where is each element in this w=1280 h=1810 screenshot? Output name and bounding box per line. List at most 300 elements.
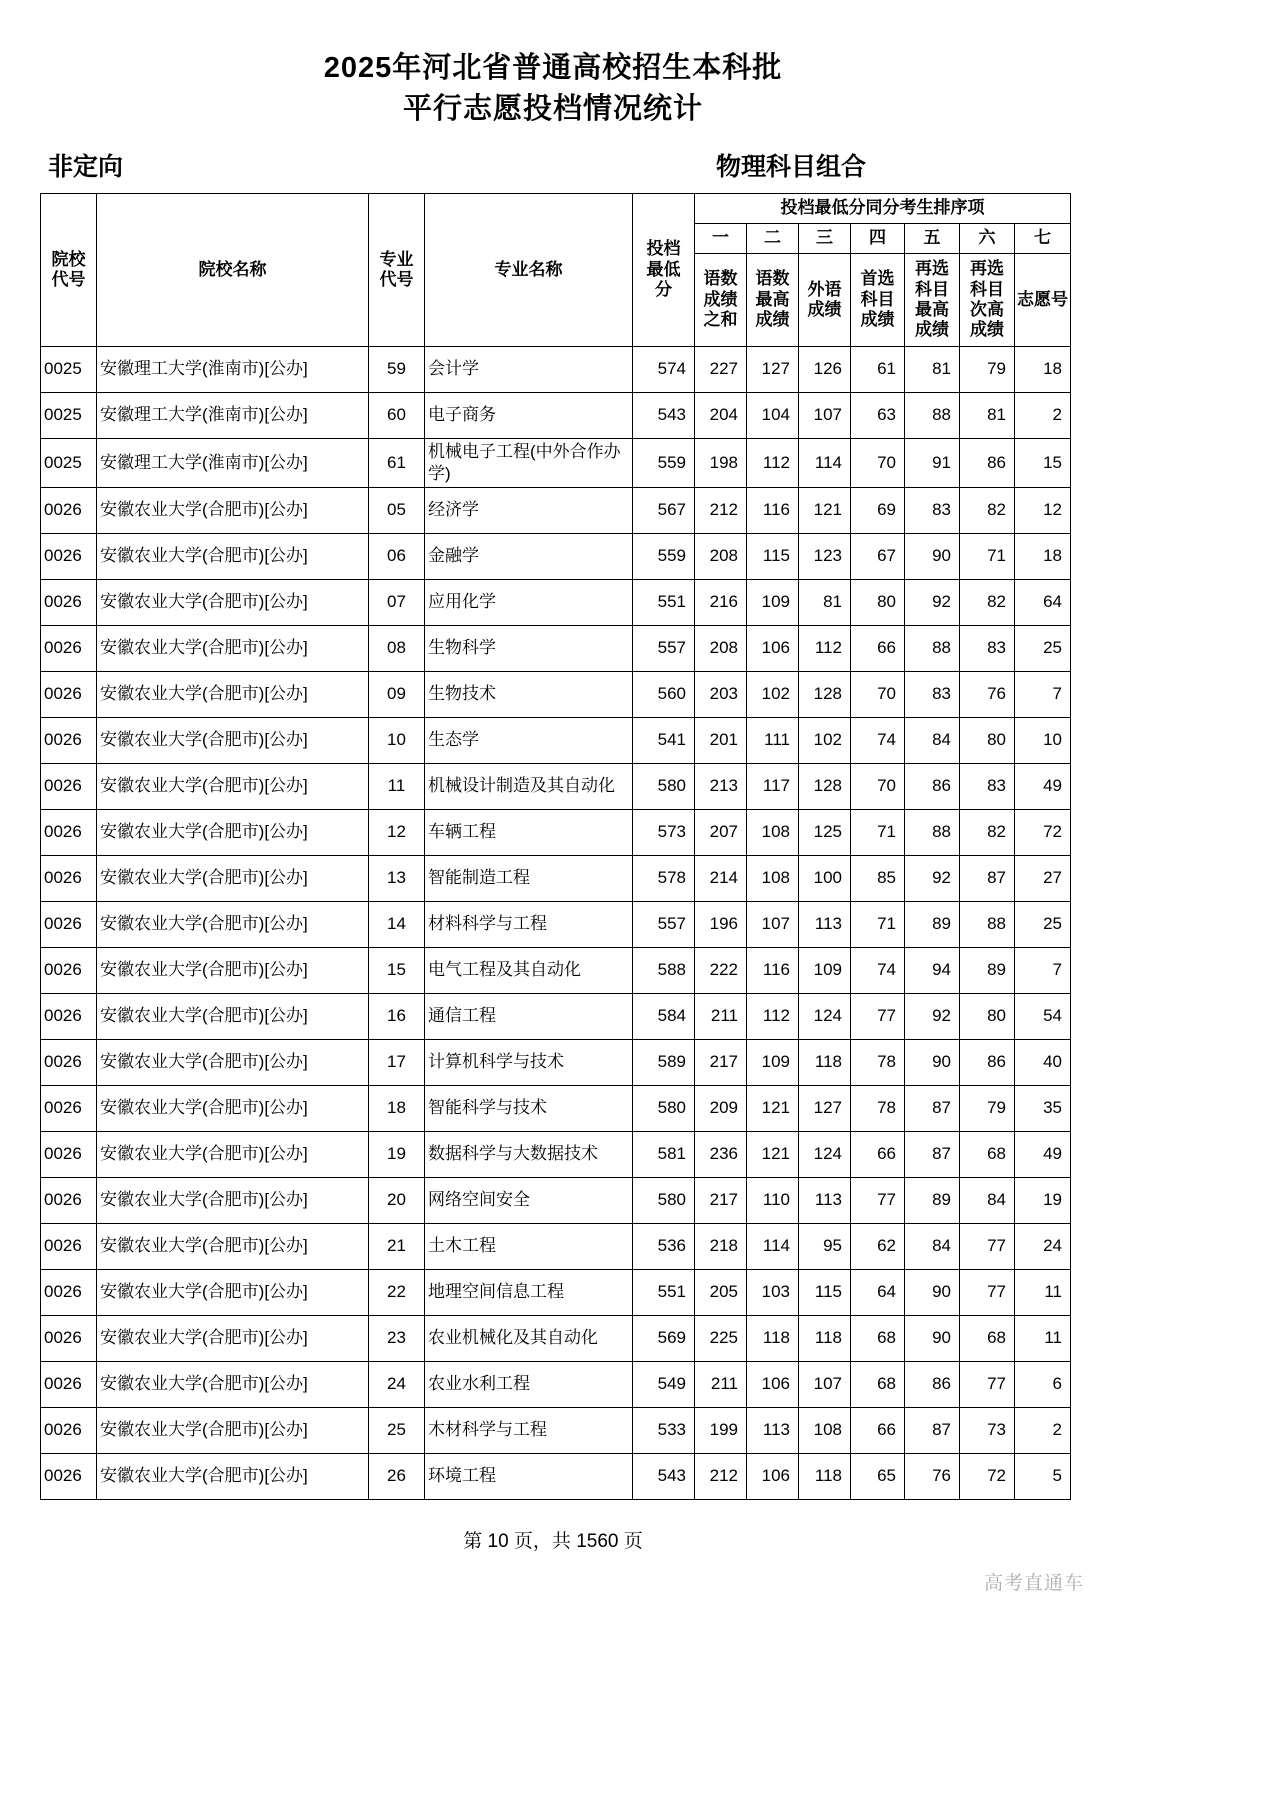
college-name-cell: 安徽理工大学(淮南市)[公办]	[97, 392, 369, 438]
reselect-next-cell: 86	[960, 1039, 1015, 1085]
college-code-cell: 0026	[41, 533, 97, 579]
major-code-cell: 07	[369, 579, 425, 625]
table-row	[41, 346, 1071, 392]
foreign-language-cell: 107	[799, 392, 851, 438]
foreign-language-cell: 123	[799, 533, 851, 579]
major-name-cell: 会计学	[425, 346, 633, 392]
labels-row	[48, 147, 1066, 183]
volunteer-number-cell: 11	[1015, 1269, 1071, 1315]
min-score-cell: 588	[633, 947, 695, 993]
min-score-cell: 551	[633, 579, 695, 625]
major-code-cell: 21	[369, 1223, 425, 1269]
major-code-cell: 59	[369, 346, 425, 392]
college-name-cell: 安徽农业大学(合肥市)[公办]	[97, 1223, 369, 1269]
foreign-language-cell: 126	[799, 346, 851, 392]
major-name-cell: 机械电子工程(中外合作办学)	[425, 438, 633, 487]
max-chinese-math-cell: 113	[747, 1407, 799, 1453]
reselect-max-cell: 90	[905, 1039, 960, 1085]
reselect-max-header: 再选科目最高成绩	[905, 254, 960, 347]
page-title	[40, 48, 1066, 129]
ordinal-5-header: 五	[905, 224, 960, 254]
first-subject-cell: 61	[851, 346, 905, 392]
major-code-cell: 08	[369, 625, 425, 671]
major-code-cell: 60	[369, 392, 425, 438]
reselect-max-cell: 88	[905, 809, 960, 855]
reselect-max-cell: 94	[905, 947, 960, 993]
foreign-language-cell: 81	[799, 579, 851, 625]
volunteer-number-cell: 49	[1015, 1131, 1071, 1177]
subject-group-label: 物理科目组合	[715, 153, 866, 182]
reselect-next-cell: 82	[960, 487, 1015, 533]
table-row	[41, 438, 1071, 487]
volunteer-number-cell: 12	[1015, 487, 1071, 533]
foreign-language-cell: 109	[799, 947, 851, 993]
major-name-cell: 通信工程	[425, 993, 633, 1039]
college-name-cell: 安徽农业大学(合肥市)[公办]	[97, 1039, 369, 1085]
reselect-max-cell: 90	[905, 1269, 960, 1315]
college-code-cell: 0025	[41, 392, 97, 438]
min-score-cell: 551	[633, 1269, 695, 1315]
foreign-language-cell: 113	[799, 1177, 851, 1223]
major-name-header: 专业名称	[425, 194, 633, 347]
major-code-cell: 13	[369, 855, 425, 901]
table-row	[41, 579, 1071, 625]
sum-chinese-math-cell: 208	[695, 625, 747, 671]
reselect-max-cell: 87	[905, 1131, 960, 1177]
major-name-cell: 应用化学	[425, 579, 633, 625]
major-name-cell: 电气工程及其自动化	[425, 947, 633, 993]
college-name-cell: 安徽农业大学(合肥市)[公办]	[97, 579, 369, 625]
first-subject-cell: 66	[851, 625, 905, 671]
college-code-cell: 0026	[41, 671, 97, 717]
sum-chinese-math-cell: 208	[695, 533, 747, 579]
first-subject-cell: 68	[851, 1315, 905, 1361]
title-line-1: 2025年河北省普通高校招生本科批	[323, 52, 783, 84]
first-subject-cell: 71	[851, 901, 905, 947]
college-code-cell: 0026	[41, 487, 97, 533]
reselect-next-cell: 77	[960, 1361, 1015, 1407]
major-code-cell: 25	[369, 1407, 425, 1453]
reselect-next-cell: 73	[960, 1407, 1015, 1453]
volunteer-number-cell: 40	[1015, 1039, 1071, 1085]
reselect-next-cell: 72	[960, 1453, 1015, 1499]
reselect-max-cell: 83	[905, 671, 960, 717]
major-code-header: 专业代号	[369, 194, 425, 347]
foreign-language-cell: 125	[799, 809, 851, 855]
major-code-cell: 19	[369, 1131, 425, 1177]
college-name-cell: 安徽农业大学(合肥市)[公办]	[97, 1315, 369, 1361]
college-name-cell: 安徽农业大学(合肥市)[公办]	[97, 487, 369, 533]
sum-chinese-math-cell: 227	[695, 346, 747, 392]
ordinal-7-header: 七	[1015, 224, 1071, 254]
sum-chinese-math-cell: 199	[695, 1407, 747, 1453]
reselect-next-cell: 87	[960, 855, 1015, 901]
table-row	[41, 533, 1071, 579]
college-name-cell: 安徽农业大学(合肥市)[公办]	[97, 1131, 369, 1177]
foreign-language-cell: 108	[799, 1407, 851, 1453]
volunteer-number-cell: 6	[1015, 1361, 1071, 1407]
max-chinese-math-cell: 108	[747, 855, 799, 901]
major-code-cell: 23	[369, 1315, 425, 1361]
college-name-header: 院校名称	[97, 194, 369, 347]
table-row	[41, 1039, 1071, 1085]
college-code-cell: 0026	[41, 809, 97, 855]
min-score-cell: 580	[633, 763, 695, 809]
college-name-cell: 安徽农业大学(合肥市)[公办]	[97, 533, 369, 579]
reselect-max-cell: 91	[905, 438, 960, 487]
first-subject-cell: 66	[851, 1407, 905, 1453]
volunteer-number-cell: 19	[1015, 1177, 1071, 1223]
reselect-next-cell: 79	[960, 1085, 1015, 1131]
college-name-cell: 安徽农业大学(合肥市)[公办]	[97, 809, 369, 855]
first-subject-cell: 68	[851, 1361, 905, 1407]
reselect-max-cell: 87	[905, 1407, 960, 1453]
first-subject-cell: 69	[851, 487, 905, 533]
plan-type-label: 非定向	[48, 153, 124, 182]
foreign-language-header: 外语成绩	[799, 254, 851, 347]
reselect-next-cell: 71	[960, 533, 1015, 579]
college-name-cell: 安徽农业大学(合肥市)[公办]	[97, 671, 369, 717]
volunteer-number-header: 志愿号	[1015, 254, 1071, 347]
college-code-cell: 0026	[41, 1177, 97, 1223]
max-chinese-math-cell: 118	[747, 1315, 799, 1361]
foreign-language-cell: 124	[799, 1131, 851, 1177]
table-row	[41, 1085, 1071, 1131]
ordinal-6-header: 六	[960, 224, 1015, 254]
reselect-max-cell: 83	[905, 487, 960, 533]
reselect-next-cell: 79	[960, 346, 1015, 392]
foreign-language-cell: 118	[799, 1315, 851, 1361]
table-row	[41, 1131, 1071, 1177]
major-code-cell: 24	[369, 1361, 425, 1407]
min-score-cell: 574	[633, 346, 695, 392]
reselect-max-cell: 84	[905, 717, 960, 763]
major-name-cell: 智能制造工程	[425, 855, 633, 901]
reselect-max-cell: 86	[905, 763, 960, 809]
table-row	[41, 901, 1071, 947]
min-score-cell: 536	[633, 1223, 695, 1269]
foreign-language-cell: 112	[799, 625, 851, 671]
min-score-cell: 543	[633, 392, 695, 438]
foreign-language-cell: 100	[799, 855, 851, 901]
volunteer-number-cell: 54	[1015, 993, 1071, 1039]
table-row	[41, 717, 1071, 763]
table-row	[41, 993, 1071, 1039]
max-chinese-math-header: 语数最高成绩	[747, 254, 799, 347]
reselect-next-cell: 77	[960, 1223, 1015, 1269]
college-code-cell: 0026	[41, 763, 97, 809]
major-name-cell: 环境工程	[425, 1453, 633, 1499]
first-subject-cell: 74	[851, 717, 905, 763]
table-row	[41, 1361, 1071, 1407]
table-row	[41, 1315, 1071, 1361]
foreign-language-cell: 113	[799, 901, 851, 947]
major-name-cell: 材料科学与工程	[425, 901, 633, 947]
foreign-language-cell: 115	[799, 1269, 851, 1315]
table-header	[41, 194, 1071, 347]
college-name-cell: 安徽农业大学(合肥市)[公办]	[97, 1177, 369, 1223]
min-score-cell: 557	[633, 901, 695, 947]
college-code-cell: 0026	[41, 1039, 97, 1085]
college-name-cell: 安徽理工大学(淮南市)[公办]	[97, 438, 369, 487]
first-subject-cell: 66	[851, 1131, 905, 1177]
major-code-cell: 20	[369, 1177, 425, 1223]
max-chinese-math-cell: 103	[747, 1269, 799, 1315]
reselect-next-cell: 88	[960, 901, 1015, 947]
major-code-cell: 12	[369, 809, 425, 855]
min-score-cell: 578	[633, 855, 695, 901]
sum-chinese-math-cell: 196	[695, 901, 747, 947]
table-row	[41, 392, 1071, 438]
first-subject-cell: 85	[851, 855, 905, 901]
first-subject-cell: 80	[851, 579, 905, 625]
sum-chinese-math-cell: 217	[695, 1177, 747, 1223]
first-subject-cell: 77	[851, 1177, 905, 1223]
college-code-cell: 0026	[41, 1361, 97, 1407]
max-chinese-math-cell: 108	[747, 809, 799, 855]
table-row	[41, 855, 1071, 901]
major-name-cell: 机械设计制造及其自动化	[425, 763, 633, 809]
major-code-cell: 17	[369, 1039, 425, 1085]
title-line-2: 平行志愿投档情况统计	[402, 92, 703, 125]
reselect-max-cell: 88	[905, 392, 960, 438]
foreign-language-cell: 118	[799, 1453, 851, 1499]
min-score-cell: 559	[633, 438, 695, 487]
volunteer-number-cell: 10	[1015, 717, 1071, 763]
sum-chinese-math-cell: 211	[695, 993, 747, 1039]
max-chinese-math-cell: 107	[747, 901, 799, 947]
major-code-cell: 18	[369, 1085, 425, 1131]
major-name-cell: 土木工程	[425, 1223, 633, 1269]
reselect-max-cell: 88	[905, 625, 960, 671]
first-subject-cell: 70	[851, 763, 905, 809]
min-score-cell: 549	[633, 1361, 695, 1407]
max-chinese-math-cell: 106	[747, 625, 799, 671]
college-code-cell: 0026	[41, 1453, 97, 1499]
min-score-cell: 580	[633, 1085, 695, 1131]
ordinal-3-header: 三	[799, 224, 851, 254]
tiebreak-group-header: 投档最低分同分考生排序项	[695, 194, 1071, 224]
reselect-max-cell: 92	[905, 579, 960, 625]
foreign-language-cell: 124	[799, 993, 851, 1039]
max-chinese-math-cell: 106	[747, 1453, 799, 1499]
reselect-max-cell: 87	[905, 1085, 960, 1131]
table-row	[41, 1453, 1071, 1499]
foreign-language-cell: 114	[799, 438, 851, 487]
reselect-next-cell: 82	[960, 579, 1015, 625]
table-row	[41, 671, 1071, 717]
reselect-max-cell: 81	[905, 346, 960, 392]
major-code-cell: 22	[369, 1269, 425, 1315]
major-name-cell: 计算机科学与技术	[425, 1039, 633, 1085]
first-subject-cell: 67	[851, 533, 905, 579]
college-name-cell: 安徽理工大学(淮南市)[公办]	[97, 346, 369, 392]
sum-chinese-math-cell: 205	[695, 1269, 747, 1315]
first-subject-cell: 64	[851, 1269, 905, 1315]
college-name-cell: 安徽农业大学(合肥市)[公办]	[97, 993, 369, 1039]
sum-chinese-math-cell: 198	[695, 438, 747, 487]
college-code-cell: 0026	[41, 947, 97, 993]
college-code-cell: 0026	[41, 1407, 97, 1453]
reselect-max-cell: 84	[905, 1223, 960, 1269]
volunteer-number-cell: 18	[1015, 346, 1071, 392]
min-score-header: 投档最低分	[633, 194, 695, 347]
sum-chinese-math-cell: 218	[695, 1223, 747, 1269]
first-subject-cell: 70	[851, 438, 905, 487]
reselect-next-cell: 86	[960, 438, 1015, 487]
major-name-cell: 车辆工程	[425, 809, 633, 855]
first-subject-cell: 70	[851, 671, 905, 717]
max-chinese-math-cell: 102	[747, 671, 799, 717]
college-code-cell: 0025	[41, 438, 97, 487]
table-row	[41, 1407, 1071, 1453]
college-name-cell: 安徽农业大学(合肥市)[公办]	[97, 1269, 369, 1315]
first-subject-cell: 65	[851, 1453, 905, 1499]
college-name-cell: 安徽农业大学(合肥市)[公办]	[97, 901, 369, 947]
max-chinese-math-cell: 114	[747, 1223, 799, 1269]
major-name-cell: 生物技术	[425, 671, 633, 717]
header-row-group	[41, 194, 1071, 224]
college-code-cell: 0026	[41, 579, 97, 625]
table-row	[41, 763, 1071, 809]
major-name-cell: 数据科学与大数据技术	[425, 1131, 633, 1177]
college-name-cell: 安徽农业大学(合肥市)[公办]	[97, 1407, 369, 1453]
college-code-cell: 0026	[41, 993, 97, 1039]
sum-chinese-math-cell: 216	[695, 579, 747, 625]
min-score-cell: 584	[633, 993, 695, 1039]
sum-chinese-math-cell: 214	[695, 855, 747, 901]
table-row	[41, 1223, 1071, 1269]
min-score-cell: 589	[633, 1039, 695, 1085]
volunteer-number-cell: 2	[1015, 392, 1071, 438]
reselect-next-cell: 89	[960, 947, 1015, 993]
major-code-cell: 06	[369, 533, 425, 579]
college-code-cell: 0025	[41, 346, 97, 392]
min-score-cell: 567	[633, 487, 695, 533]
volunteer-number-cell: 25	[1015, 625, 1071, 671]
first-subject-header: 首选科目成绩	[851, 254, 905, 347]
volunteer-number-cell: 24	[1015, 1223, 1071, 1269]
college-name-cell: 安徽农业大学(合肥市)[公办]	[97, 763, 369, 809]
min-score-cell: 580	[633, 1177, 695, 1223]
college-name-cell: 安徽农业大学(合肥市)[公办]	[97, 625, 369, 671]
college-code-cell: 0026	[41, 1131, 97, 1177]
sum-chinese-math-cell: 201	[695, 717, 747, 763]
max-chinese-math-cell: 109	[747, 1039, 799, 1085]
college-code-header: 院校代号	[41, 194, 97, 347]
document-content	[40, 48, 1066, 1553]
volunteer-number-cell: 49	[1015, 763, 1071, 809]
major-code-cell: 14	[369, 901, 425, 947]
first-subject-cell: 74	[851, 947, 905, 993]
ordinal-1-header: 一	[695, 224, 747, 254]
major-name-cell: 农业机械化及其自动化	[425, 1315, 633, 1361]
foreign-language-cell: 118	[799, 1039, 851, 1085]
sum-chinese-math-cell: 207	[695, 809, 747, 855]
reselect-max-cell: 92	[905, 993, 960, 1039]
college-code-cell: 0026	[41, 1085, 97, 1131]
reselect-next-header: 再选科目次高成绩	[960, 254, 1015, 347]
foreign-language-cell: 128	[799, 671, 851, 717]
max-chinese-math-cell: 111	[747, 717, 799, 763]
sum-chinese-math-cell: 212	[695, 1453, 747, 1499]
min-score-cell: 573	[633, 809, 695, 855]
foreign-language-cell: 107	[799, 1361, 851, 1407]
table-row	[41, 809, 1071, 855]
college-name-cell: 安徽农业大学(合肥市)[公办]	[97, 1453, 369, 1499]
volunteer-number-cell: 25	[1015, 901, 1071, 947]
major-code-cell: 09	[369, 671, 425, 717]
reselect-next-cell: 83	[960, 625, 1015, 671]
max-chinese-math-cell: 116	[747, 947, 799, 993]
volunteer-number-cell: 72	[1015, 809, 1071, 855]
reselect-next-cell: 82	[960, 809, 1015, 855]
volunteer-number-cell: 5	[1015, 1453, 1071, 1499]
max-chinese-math-cell: 116	[747, 487, 799, 533]
first-subject-cell: 77	[851, 993, 905, 1039]
college-name-cell: 安徽农业大学(合肥市)[公办]	[97, 1085, 369, 1131]
volunteer-number-cell: 2	[1015, 1407, 1071, 1453]
major-name-cell: 金融学	[425, 533, 633, 579]
table-body	[41, 346, 1071, 1499]
volunteer-number-cell: 15	[1015, 438, 1071, 487]
min-score-cell: 560	[633, 671, 695, 717]
max-chinese-math-cell: 109	[747, 579, 799, 625]
reselect-next-cell: 84	[960, 1177, 1015, 1223]
college-code-cell: 0026	[41, 1269, 97, 1315]
volunteer-number-cell: 27	[1015, 855, 1071, 901]
min-score-cell: 543	[633, 1453, 695, 1499]
major-code-cell: 16	[369, 993, 425, 1039]
major-code-cell: 05	[369, 487, 425, 533]
foreign-language-cell: 102	[799, 717, 851, 763]
major-code-cell: 10	[369, 717, 425, 763]
college-code-cell: 0026	[41, 625, 97, 671]
reselect-max-cell: 90	[905, 1315, 960, 1361]
admission-table	[40, 193, 1071, 1500]
first-subject-cell: 63	[851, 392, 905, 438]
major-name-cell: 网络空间安全	[425, 1177, 633, 1223]
major-code-cell: 11	[369, 763, 425, 809]
sum-chinese-math-cell: 217	[695, 1039, 747, 1085]
first-subject-cell: 62	[851, 1223, 905, 1269]
college-code-cell: 0026	[41, 1315, 97, 1361]
reselect-next-cell: 83	[960, 763, 1015, 809]
first-subject-cell: 78	[851, 1039, 905, 1085]
reselect-max-cell: 89	[905, 901, 960, 947]
table-row	[41, 1177, 1071, 1223]
reselect-next-cell: 80	[960, 717, 1015, 763]
sum-chinese-math-cell: 212	[695, 487, 747, 533]
sum-chinese-math-header: 语数成绩之和	[695, 254, 747, 347]
college-code-cell: 0026	[41, 855, 97, 901]
table-row	[41, 1269, 1071, 1315]
volunteer-number-cell: 35	[1015, 1085, 1071, 1131]
reselect-max-cell: 86	[905, 1361, 960, 1407]
watermark-text: 高考直通车	[983, 1573, 1084, 1594]
major-name-cell: 经济学	[425, 487, 633, 533]
first-subject-cell: 71	[851, 809, 905, 855]
max-chinese-math-cell: 117	[747, 763, 799, 809]
page-number-footer: 第 10 页，共 1560 页	[463, 1530, 643, 1552]
major-name-cell: 生物科学	[425, 625, 633, 671]
major-name-cell: 生态学	[425, 717, 633, 763]
min-score-cell: 541	[633, 717, 695, 763]
reselect-next-cell: 68	[960, 1315, 1015, 1361]
major-code-cell: 15	[369, 947, 425, 993]
major-name-cell: 农业水利工程	[425, 1361, 633, 1407]
first-subject-cell: 78	[851, 1085, 905, 1131]
